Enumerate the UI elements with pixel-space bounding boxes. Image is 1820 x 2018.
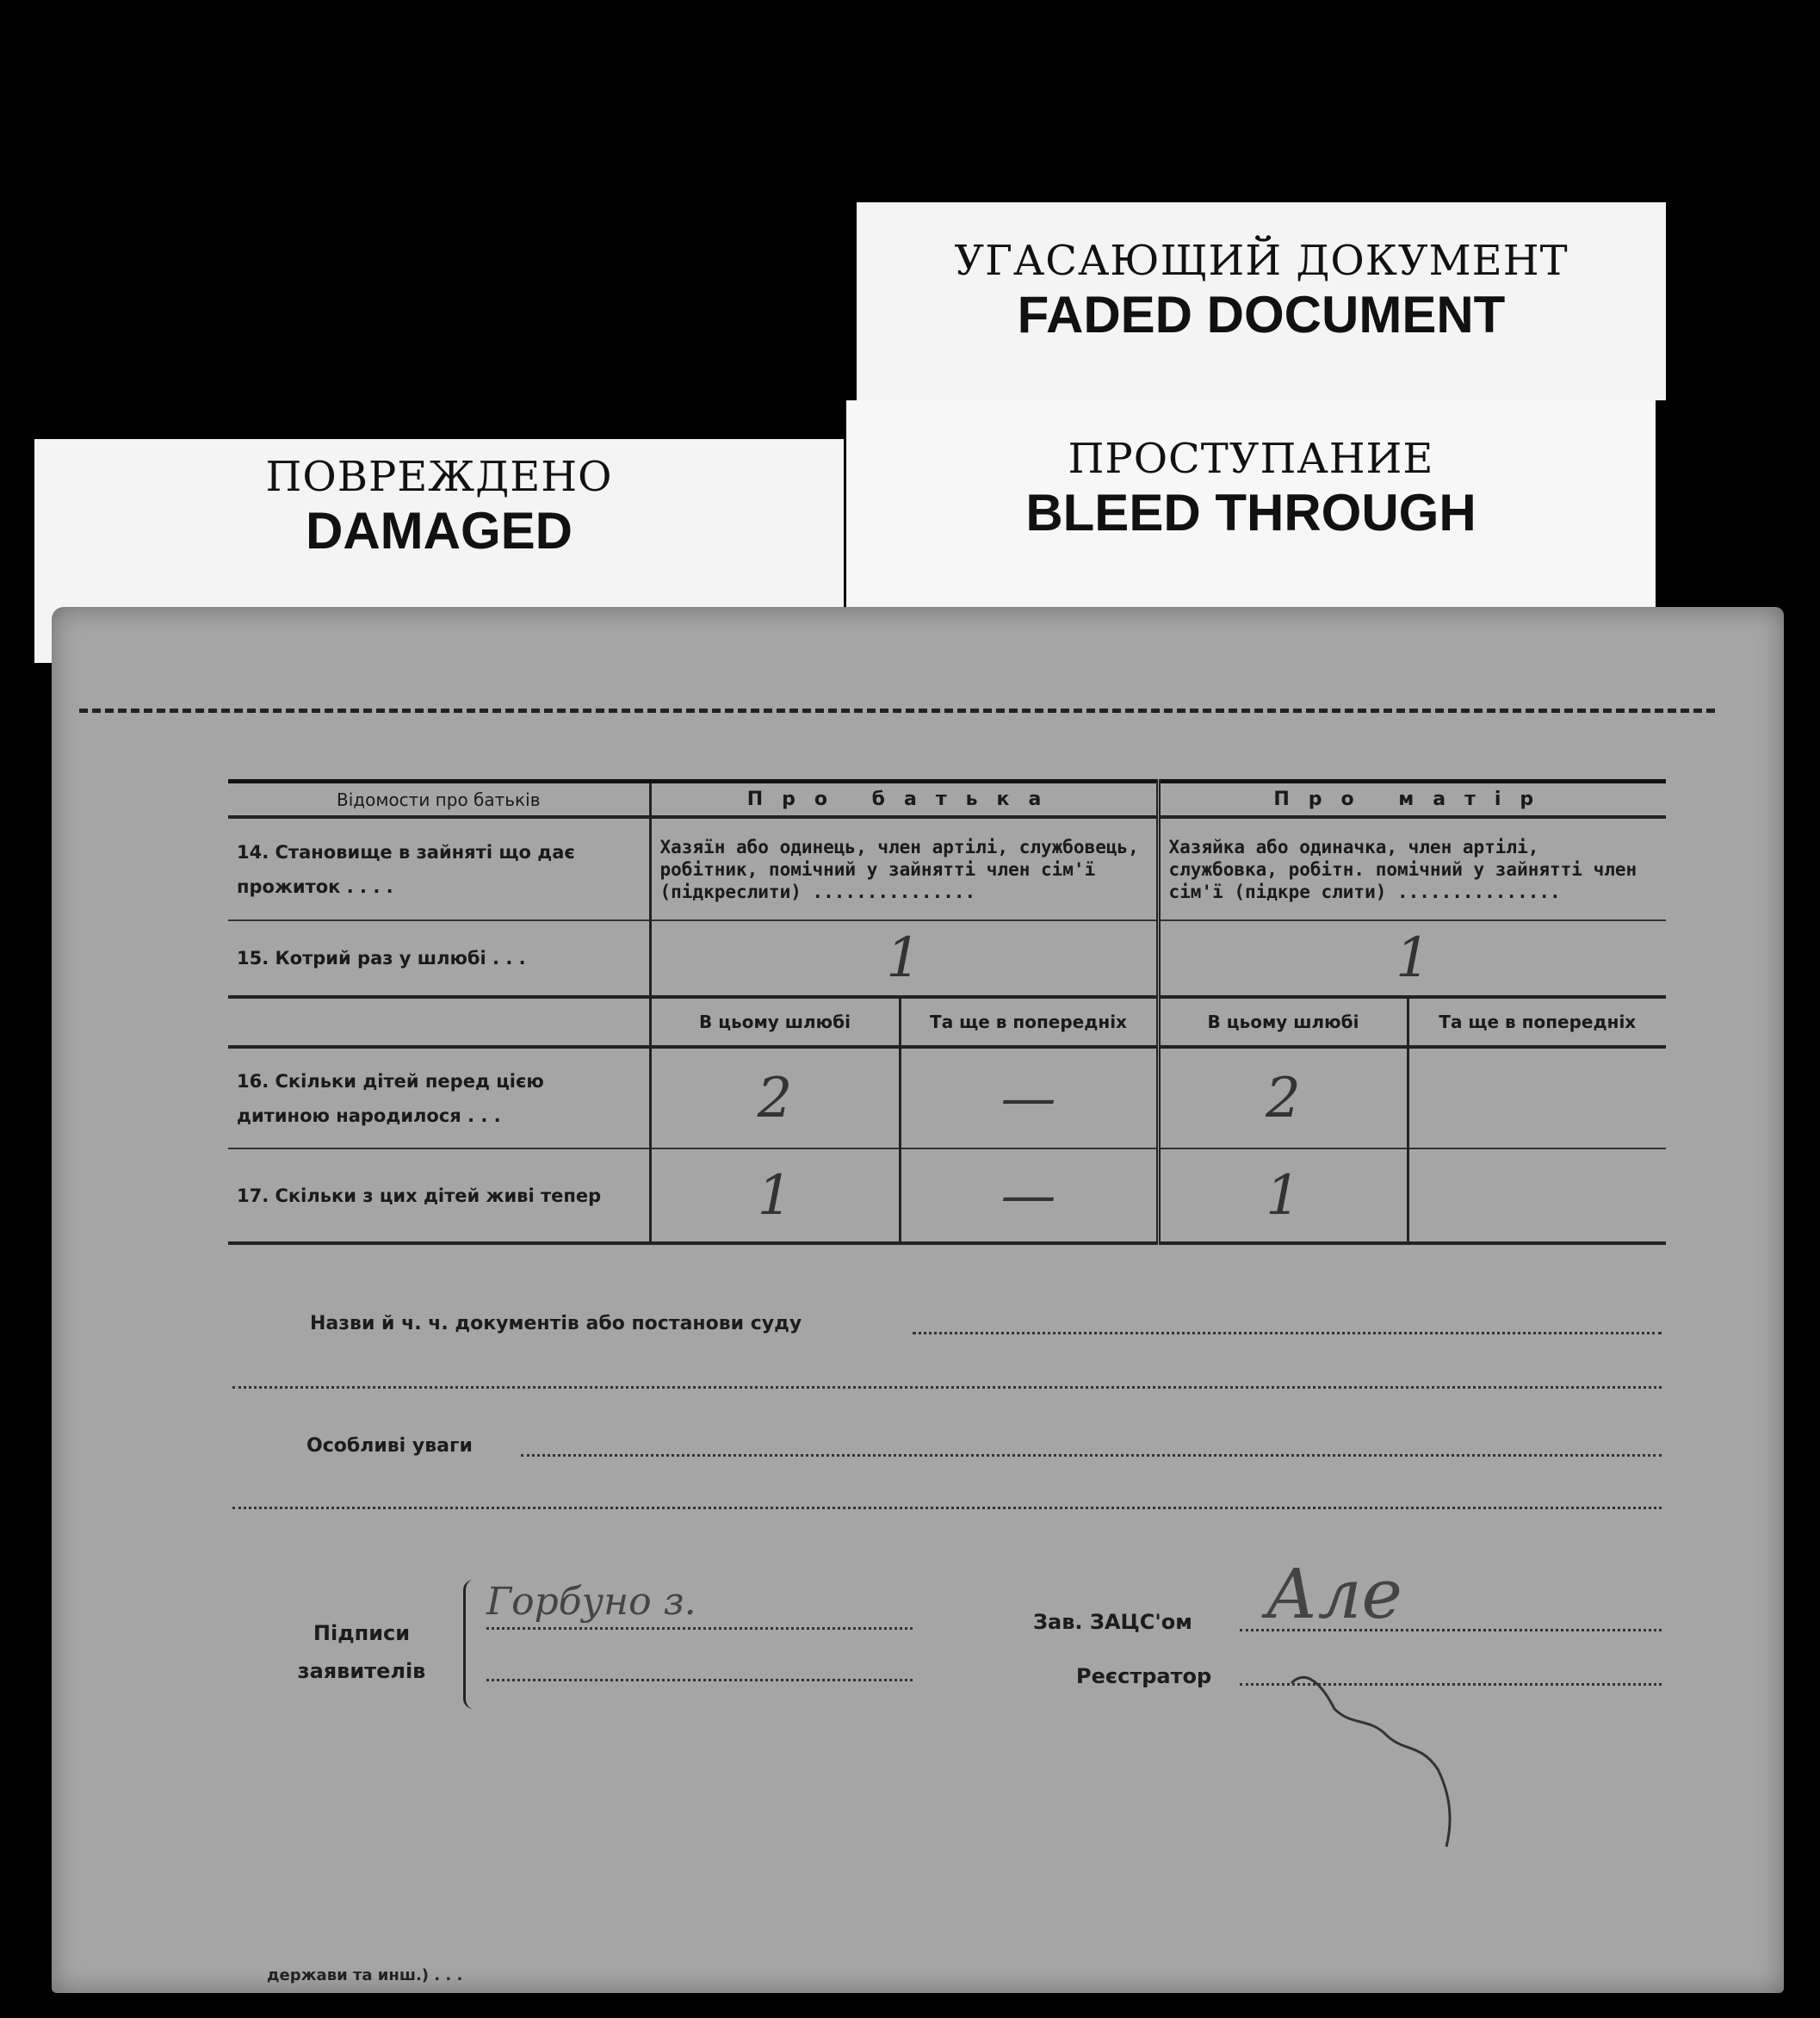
row15-mother: 1 <box>1158 920 1666 997</box>
sub-this-father: В цьому шлюбі <box>650 997 900 1047</box>
row15-label: 15. Котрий раз у шлюбі . . . <box>237 948 526 969</box>
sub-prev-father: Та ще в попередніх <box>900 997 1158 1047</box>
head-signature: Але <box>1266 1554 1402 1634</box>
faded-label-en: FADED DOCUMENT <box>1017 286 1506 344</box>
table-row <box>228 1148 1666 1243</box>
row16-label: 16. Скільки дітей перед цією дитиною народилося . . . <box>237 1070 544 1126</box>
head-label: Зав. ЗАЦС'ом <box>1033 1610 1192 1634</box>
table-row <box>228 920 1666 997</box>
row16-m-prev <box>1408 1047 1666 1148</box>
signature-line-1 <box>486 1627 913 1630</box>
header-father: Про батька <box>650 782 1158 818</box>
signature-line-2 <box>486 1679 913 1681</box>
documents-line <box>913 1332 1662 1334</box>
notes-label: Особливі уваги <box>306 1435 473 1457</box>
signatures-label: Підписи заявителів <box>297 1621 426 1683</box>
row15-father: 1 <box>650 920 1158 997</box>
row16-f-this: 2 <box>650 1047 900 1148</box>
row-sub-empty <box>228 997 650 1047</box>
row16-m-this: 2 <box>1158 1047 1408 1148</box>
faded-label-ru: УГАСАЮЩИЙ ДОКУМЕНТ <box>954 237 1569 285</box>
damaged-label-ru: ПОВРЕЖДЕНО <box>265 453 613 501</box>
row17-m-prev <box>1408 1148 1666 1243</box>
damaged-label-en: DAMAGED <box>306 502 573 560</box>
parents-info-table <box>228 779 1666 1245</box>
applicant-signature: Горбуно з. <box>486 1580 696 1624</box>
head-line <box>1240 1629 1662 1631</box>
bleed-label-ru: ПРОСТУПАНИЕ <box>1068 435 1434 483</box>
row16-f-prev: — <box>900 1047 1158 1148</box>
documents-line-2 <box>232 1386 1662 1389</box>
row14-mother: Хазяйка або одиначка, член артілі, службовка, робітн. помічний у зайнятті член сім'ї (підкре слити) ............... <box>1158 817 1666 920</box>
tear-line <box>79 709 1715 713</box>
row14-label: 14. Становище в зайняті що дає прожиток . . . . <box>237 841 575 897</box>
table-row <box>228 817 1666 920</box>
row17-f-prev: — <box>900 1148 1158 1243</box>
documents-label: Назви й ч. ч. документів або постанови суду <box>310 1313 802 1334</box>
row14-father: Хазяїн або одинець, член артілі, службовець, робітник, помічний у зайнятті член сім'ї (підкреслити) ............... <box>650 817 1158 920</box>
bleed-label-en: BLEED THROUGH <box>1025 484 1476 542</box>
row17-f-this: 1 <box>650 1148 900 1243</box>
row17-m-this: 1 <box>1158 1148 1408 1243</box>
document-sheet <box>52 607 1784 1993</box>
registrar-signature-scribble <box>1274 1657 1532 1881</box>
sub-this-mother: В цьому шлюбі <box>1158 997 1408 1047</box>
notes-line <box>521 1454 1662 1457</box>
signatures-brace <box>463 1580 478 1709</box>
header-mother: Про матір <box>1158 782 1666 818</box>
table-row <box>228 997 1666 1047</box>
bottom-fragment: держави та инш.) . . . <box>267 1966 463 1984</box>
table-row <box>228 1047 1666 1148</box>
header-left: Відомости про батьків <box>337 789 541 810</box>
faded-document-label <box>857 202 1666 400</box>
sub-prev-mother: Та ще в попередніх <box>1408 997 1666 1047</box>
bleed-through-label <box>846 400 1656 607</box>
row17-label: 17. Скільки з цих дітей живі тепер <box>237 1185 602 1206</box>
registrar-label: Реєстратор <box>1076 1664 1212 1688</box>
table-header-row <box>228 782 1666 818</box>
notes-line-2 <box>232 1507 1662 1509</box>
